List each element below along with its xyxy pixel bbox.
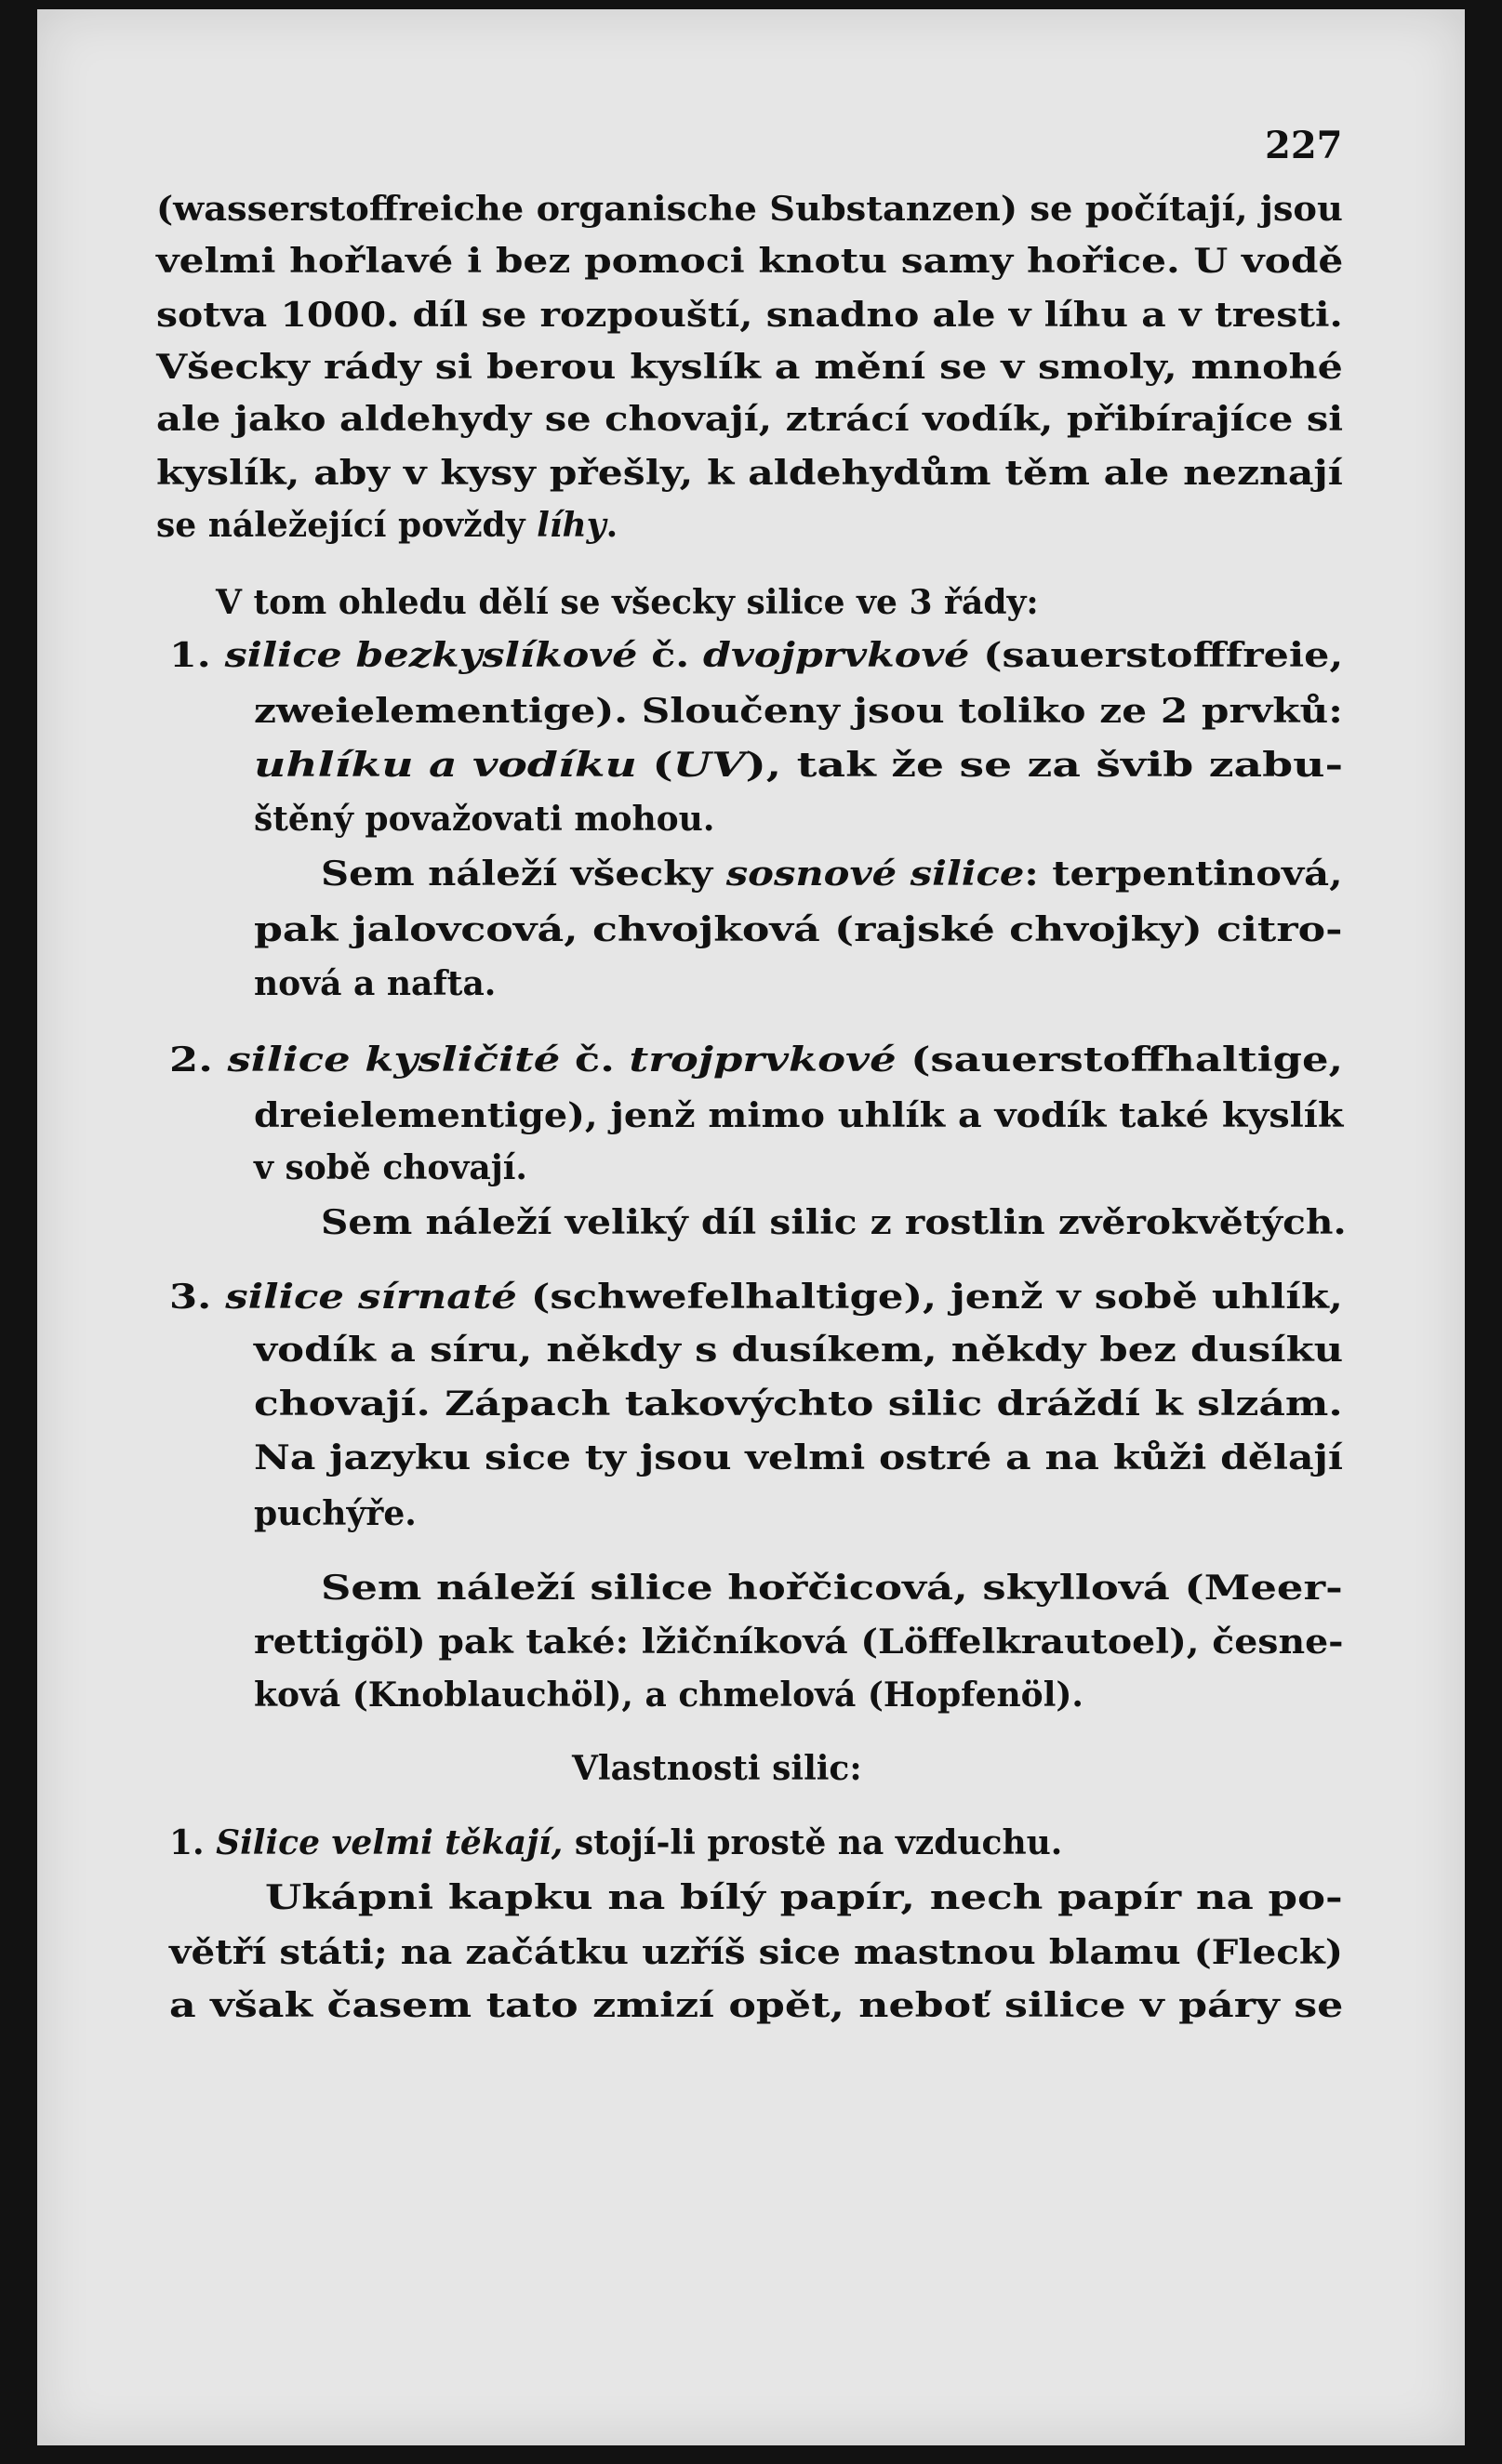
- text-line: [169, 1278, 1343, 1316]
- text-line: [254, 911, 1343, 948]
- text-run: nová a nafta.: [254, 964, 497, 1003]
- text-line: [254, 1149, 527, 1186]
- text-line: [156, 297, 1343, 334]
- italic-text: uhlíku a vodíku: [254, 746, 637, 785]
- italic-text: sosnové silice: [725, 854, 1025, 894]
- text-line: [156, 507, 618, 544]
- book-page: [37, 9, 1465, 2445]
- italic-text: Silice velmi těkají,: [216, 1823, 564, 1862]
- text-run: zweielementige). Sloučeny jsou toliko ze 2 prvků:: [254, 692, 1343, 731]
- text-run: ), tak že se za švib zabu-: [745, 746, 1344, 785]
- text-line: [156, 191, 1343, 228]
- text-run: sotva 1000. díl se rozpouští, snadno ale v líhu a v tresti.: [156, 296, 1343, 335]
- text-run: Na jazyku sice ty jsou velmi ostré a na kůži dělají: [254, 1438, 1344, 1477]
- italic-text: UV: [672, 746, 746, 785]
- text-run: č.: [560, 1040, 630, 1080]
- italic-text: silice bezkyslíkové: [224, 636, 638, 675]
- italic-text: dvojprvkové: [703, 636, 970, 675]
- text-line: [321, 855, 1343, 893]
- text-line: [254, 965, 496, 1002]
- text-run: Všecky rády si berou kyslík a mění se v smoly, mnohé: [156, 348, 1343, 387]
- text-run: Sem náleží veliký díl silic z rostlin zvěrokvětých.: [321, 1203, 1347, 1242]
- text-run: štěný považovati mohou.: [254, 800, 715, 839]
- text-run: a však časem tato zmizí opět, neboť silice v páry se: [169, 1986, 1344, 2025]
- text-run: chovají. Zápach takovýchto silic dráždí k slzám.: [254, 1384, 1343, 1424]
- text-line: [572, 1750, 862, 1787]
- text-run: vodík a síru, někdy s dusíkem, někdy bez dusíku: [254, 1331, 1344, 1370]
- text-line: [321, 1204, 1347, 1241]
- text-run: dreielementige), jenž mimo uhlík a vodík také kyslík: [254, 1096, 1344, 1135]
- text-line: [169, 637, 1343, 674]
- text-run: (sauerstoffhaltige,: [896, 1040, 1344, 1080]
- text-run: se náležející povždy: [156, 506, 538, 545]
- text-line: [265, 1879, 1343, 1916]
- text-run: Ukápni kapku na bílý papír, nech papír na po-: [265, 1878, 1343, 1917]
- text-run: (schwefelhaltige), jenž v sobě uhlík,: [516, 1278, 1343, 1317]
- text-run: V tom ohledu dělí se všecky silice ve 3 řády:: [216, 583, 1039, 622]
- text-line: [254, 1495, 417, 1532]
- text-line: [169, 1934, 1343, 1971]
- text-run: : terpentinová,: [1024, 854, 1343, 894]
- text-run: 1.: [169, 636, 225, 675]
- text-line: [321, 1570, 1343, 1607]
- text-run: stojí-li prostě na vzduchu.: [563, 1823, 1063, 1862]
- text-run: (sauerstofffreie,: [969, 636, 1344, 675]
- text-line: [254, 1623, 1344, 1661]
- text-line: [254, 1097, 1343, 1134]
- text-line: [254, 1676, 1083, 1714]
- italic-text: silice sírnaté: [225, 1278, 517, 1317]
- text-run: ková (Knoblauchöl), a chmelová (Hopfenöl).: [254, 1676, 1083, 1715]
- text-run: pak jalovcová, chvojková (rajské chvojky) citro-: [254, 910, 1343, 949]
- text-line: [156, 455, 1343, 492]
- text-line: [254, 1439, 1343, 1477]
- text-line: [254, 747, 1343, 784]
- text-run: .: [605, 506, 618, 545]
- italic-text: trojprvkové: [629, 1040, 897, 1080]
- text-run: Vlastnosti silic:: [572, 1749, 862, 1788]
- text-run: 3.: [169, 1278, 226, 1317]
- text-line: [156, 349, 1343, 386]
- text-run: Sem náleží všecky: [321, 854, 726, 894]
- text-run: 2.: [169, 1040, 228, 1080]
- text-run: větří státi; na začátku uzříš sice mastnou blamu (Fleck): [169, 1933, 1343, 1972]
- text-run: velmi hořlavé i bez pomoci knotu samy hořice. U vodě: [156, 242, 1344, 281]
- text-run: rettigöl) pak také: lžičníková (Löffelkrautoel), česne-: [254, 1623, 1344, 1662]
- text-run: (wasserstoffreiche organische Substanzen) se počítají, jsou: [156, 190, 1343, 229]
- text-run: (: [636, 746, 673, 785]
- text-run: kyslík, aby v kysy přešly, k aldehydům těm ale neznají: [156, 454, 1343, 493]
- text-line: [254, 693, 1343, 730]
- text-run: ale jako aldehydy se chovají, ztrácí vodík, přibírajíce si: [156, 400, 1344, 439]
- text-line: [254, 1385, 1343, 1423]
- text-line: [254, 1331, 1343, 1369]
- text-line: [254, 801, 714, 838]
- italic-text: líhy: [537, 506, 606, 545]
- text-line: [169, 1041, 1343, 1079]
- text-run: Sem náleží silice hořčicová, skyllová (Meer-: [321, 1569, 1343, 1608]
- italic-text: silice kysličité: [227, 1040, 561, 1080]
- text-line: [169, 1987, 1343, 2024]
- text-run: č.: [637, 636, 704, 675]
- text-line: [156, 401, 1343, 438]
- text-run: 1.: [169, 1823, 217, 1862]
- text-run: puchýře.: [254, 1494, 417, 1533]
- text-run: v sobě chovají.: [254, 1148, 527, 1187]
- text-line: [216, 584, 1039, 621]
- text-line: [156, 243, 1343, 280]
- page-number: 227: [1265, 124, 1343, 167]
- text-line: [169, 1824, 1062, 1861]
